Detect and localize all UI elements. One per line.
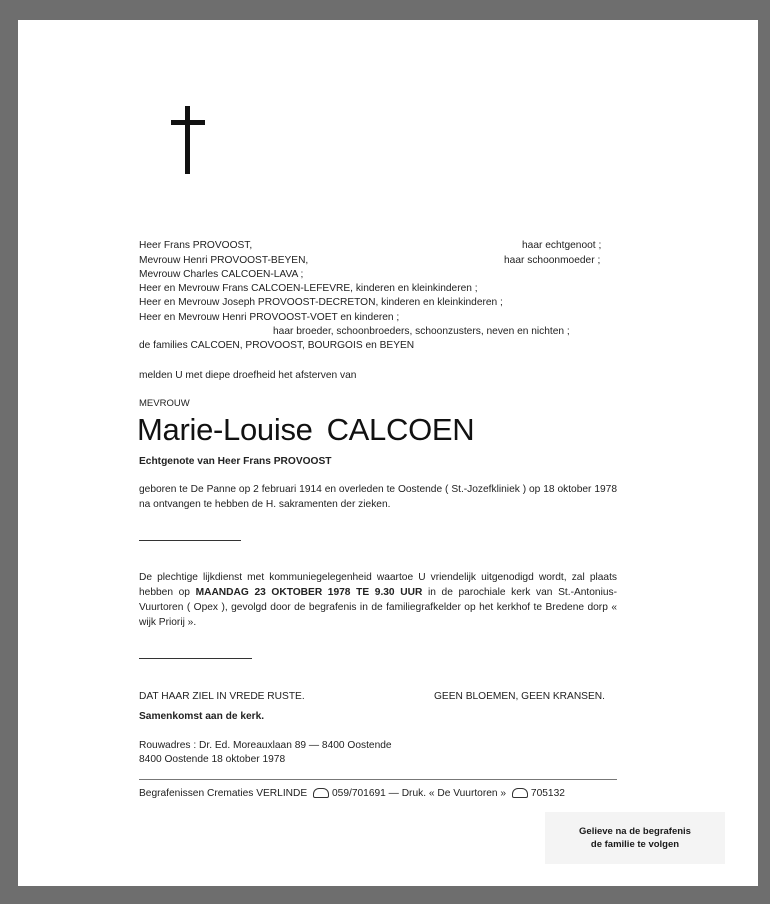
deceased-first-name: Marie-Louise: [137, 412, 313, 447]
mourner-relation: haar schoonmoeder ;: [504, 255, 601, 266]
families-line: de families CALCOEN, PROVOOST, BOURGOIS en BEYEN: [139, 340, 415, 351]
mourner-line: Heer en Mevrouw Henri PROVOOST-VOET en kinderen ;: [139, 312, 400, 323]
service-paragraph: De plechtige lijkdienst met kommuniegelegenheid waartoe U vriendelijk uitgenodigd wordt, zal plaats hebben op MAANDAG 23 OKTOBER 1978 TE 9.30 UUR in de parochiale kerk van St.-Antonius-Vuurtoren ( Opex ), gevolgd door de begrafenis in de familiegrafkelder op het kerkhof te Bredene dorp « wijk Priorij ».: [139, 572, 617, 628]
death-notice-sheet: [18, 20, 758, 886]
mourner-line: Heer Frans PROVOOST, haar echtgenoot ;: [139, 240, 602, 251]
mourner-line: Mevrouw Henri PROVOOST-BEYEN, haar schoonmoeder ;: [139, 255, 601, 266]
service-date-time: MAANDAG 23 OKTOBER 1978 TE 9.30 UUR: [195, 587, 423, 598]
gathering-note: Samenkomst aan de kerk.: [139, 711, 265, 722]
deceased-last-name: CALCOEN: [326, 412, 475, 447]
phone-icon: [512, 788, 528, 798]
announcement: melden U met diepe droefheid het afsterven van: [139, 370, 357, 381]
relatives-line: haar broeder, schoonbroeders, schoonzusters, neven en nichten ;: [273, 326, 570, 337]
footer-printer: Begrafenissen Crematies VERLINDE 059/701691 — Druk. « De Vuurtoren » 705132: [139, 788, 565, 799]
spouse-line: Echtgenote van Heer Frans PROVOOST: [139, 456, 332, 467]
birth-death-paragraph: geboren te De Panne op 2 februari 1914 en overleden te Oostende ( St.-Jozefkliniek ) op 18 oktober 1978 na ontvangen te hebben de H. sakramenten der zieken.: [139, 484, 617, 510]
honorific: MEVROUW: [139, 398, 190, 409]
no-flowers: GEEN BLOEMEN, GEEN KRANSEN.: [434, 691, 605, 702]
place-date: 8400 Oostende 18 oktober 1978: [139, 754, 286, 765]
divider: [139, 658, 252, 659]
mourning-address: Rouwadres : Dr. Ed. Moreauxlaan 89 — 8400 Oostende: [139, 740, 392, 751]
mourner-line: Mevrouw Charles CALCOEN-LAVA ;: [139, 269, 304, 280]
phone-icon: [313, 788, 329, 798]
rest-in-peace: DAT HAAR ZIEL IN VREDE RUSTE.: [139, 691, 305, 702]
mourner-line: Heer en Mevrouw Joseph PROVOOST-DECRETON, kinderen en kleinkinderen ;: [139, 297, 503, 308]
mourner-line: Heer en Mevrouw Frans CALCOEN-LEFEVRE, kinderen en kleinkinderen ;: [139, 283, 478, 294]
notice-label: Gelieve na de begrafenis de familie te volgen: [545, 812, 725, 864]
divider: [139, 540, 241, 541]
mourner-relation: haar echtgenoot ;: [522, 240, 602, 251]
footer-divider: [139, 779, 617, 780]
deceased-name: [137, 412, 474, 448]
cross-icon: [171, 106, 205, 174]
